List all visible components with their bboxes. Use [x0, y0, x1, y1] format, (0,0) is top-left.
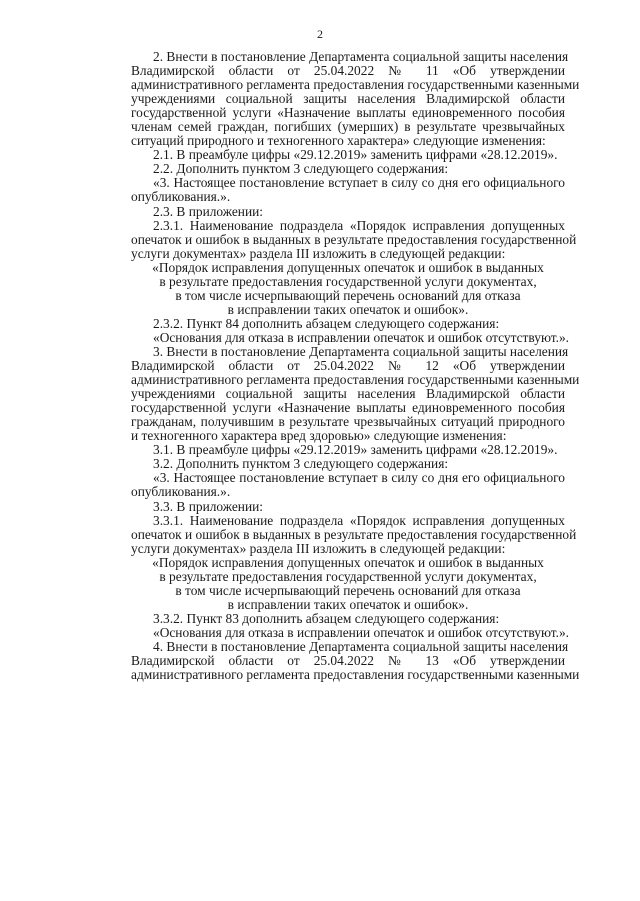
text-line: и техногенного характера вред здоровью» следующие изменения: — [131, 428, 507, 444]
text-line: учреждениями социальной защиты населения Владимирской области — [131, 91, 565, 107]
text-line: опечаток и ошибок в выданных в результате предоставления государственной — [131, 526, 577, 542]
text-line: государственной услуги «Назначение выплаты единовременного пособия — [131, 105, 565, 121]
text-line: опубликования.». — [131, 484, 231, 500]
text-line: услуги документах» раздела III изложить в следующей редакции: — [131, 540, 506, 556]
text-line: административного регламента предоставления государственными казенными — [131, 667, 580, 683]
text-line: гражданам, получившим в результате чрезвычайных ситуаций природного — [131, 414, 565, 430]
text-line: административного регламента предоставления государственными казенными — [131, 77, 580, 93]
text-line: услуги документах» раздела III изложить в следующей редакции: — [131, 245, 506, 261]
text-line: административного регламента предоставления государственными казенными — [131, 372, 580, 388]
text-line: опубликования.». — [131, 189, 231, 205]
text-line: ситуаций природного и техногенного характера» следующие изменения: — [131, 133, 546, 149]
text-line: Владимирской области от 25.04.2022 № 12 «Об утверждении — [131, 358, 565, 374]
text-line: 2.1. В преамбуле цифры «29.12.2019» заменить цифрами «28.12.2019». — [153, 147, 558, 163]
text-line: 3. Внести в постановление Департамента социальной защиты населения — [153, 343, 569, 359]
text-line: 2.3.2. Пункт 84 дополнить абзацем следующего содержания: — [153, 315, 500, 331]
text-line: членам семей граждан, погибших (умерших) в результате чрезвычайных — [131, 119, 565, 135]
text-line: Владимирской области от 25.04.2022 № 11 «Об утверждении — [131, 63, 565, 79]
text-line: в том числе исчерпывающий перечень оснований для отказа — [175, 582, 521, 598]
text-line: в исправлении таких опечаток и ошибок». — [227, 596, 469, 612]
page-number: 2 — [317, 27, 323, 41]
text-line: 3.3.1. Наименование подраздела «Порядок исправления допущенных — [153, 512, 565, 528]
text-line: «Основания для отказа в исправлении опечаток и ошибок отсутствуют.». — [153, 624, 570, 640]
text-line: в результате предоставления государственной услуги документах, — [159, 273, 537, 289]
text-line: 2. Внести в постановление Департамента социальной защиты населения — [153, 49, 569, 64]
text-line: учреждениями социальной защиты населения Владимирской области — [131, 386, 565, 402]
text-line: «Порядок исправления допущенных опечаток и ошибок в выданных — [152, 259, 544, 275]
text-line: в том числе исчерпывающий перечень оснований для отказа — [175, 287, 521, 303]
text-line: 3.1. В преамбуле цифры «29.12.2019» заменить цифрами «28.12.2019». — [153, 442, 558, 458]
text-line: 3.3. В приложении: — [153, 498, 264, 514]
text-line: Владимирской области от 25.04.2022 № 13 «Об утверждении — [131, 653, 565, 669]
text-line: в исправлении таких опечаток и ошибок». — [227, 301, 469, 317]
text-line: опечаток и ошибок в выданных в результате предоставления государственной — [131, 231, 577, 247]
text-line: 2.3. В приложении: — [153, 203, 264, 219]
text-line: 3.3.2. Пункт 83 дополнить абзацем следующего содержания: — [153, 610, 500, 626]
document-body — [131, 49, 580, 683]
text-line: «Основания для отказа в исправлении опечаток и ошибок отсутствуют.». — [153, 329, 570, 345]
text-line: 2.2. Дополнить пунктом 3 следующего содержания: — [153, 161, 449, 177]
text-line: «Порядок исправления допущенных опечаток и ошибок в выданных — [152, 554, 544, 570]
text-line: «3. Настоящее постановление вступает в силу со дня его официального — [153, 470, 565, 486]
text-line: 3.2. Дополнить пунктом 3 следующего содержания: — [153, 456, 449, 472]
text-line: государственной услуги «Назначение выплаты единовременного пособия — [131, 400, 565, 416]
text-line: 2.3.1. Наименование подраздела «Порядок исправления допущенных — [153, 217, 565, 233]
text-line: в результате предоставления государственной услуги документах, — [159, 568, 537, 584]
text-line: 4. Внести в постановление Департамента социальной защиты населения — [153, 638, 569, 654]
text-line: «3. Настоящее постановление вступает в силу со дня его официального — [153, 175, 565, 191]
